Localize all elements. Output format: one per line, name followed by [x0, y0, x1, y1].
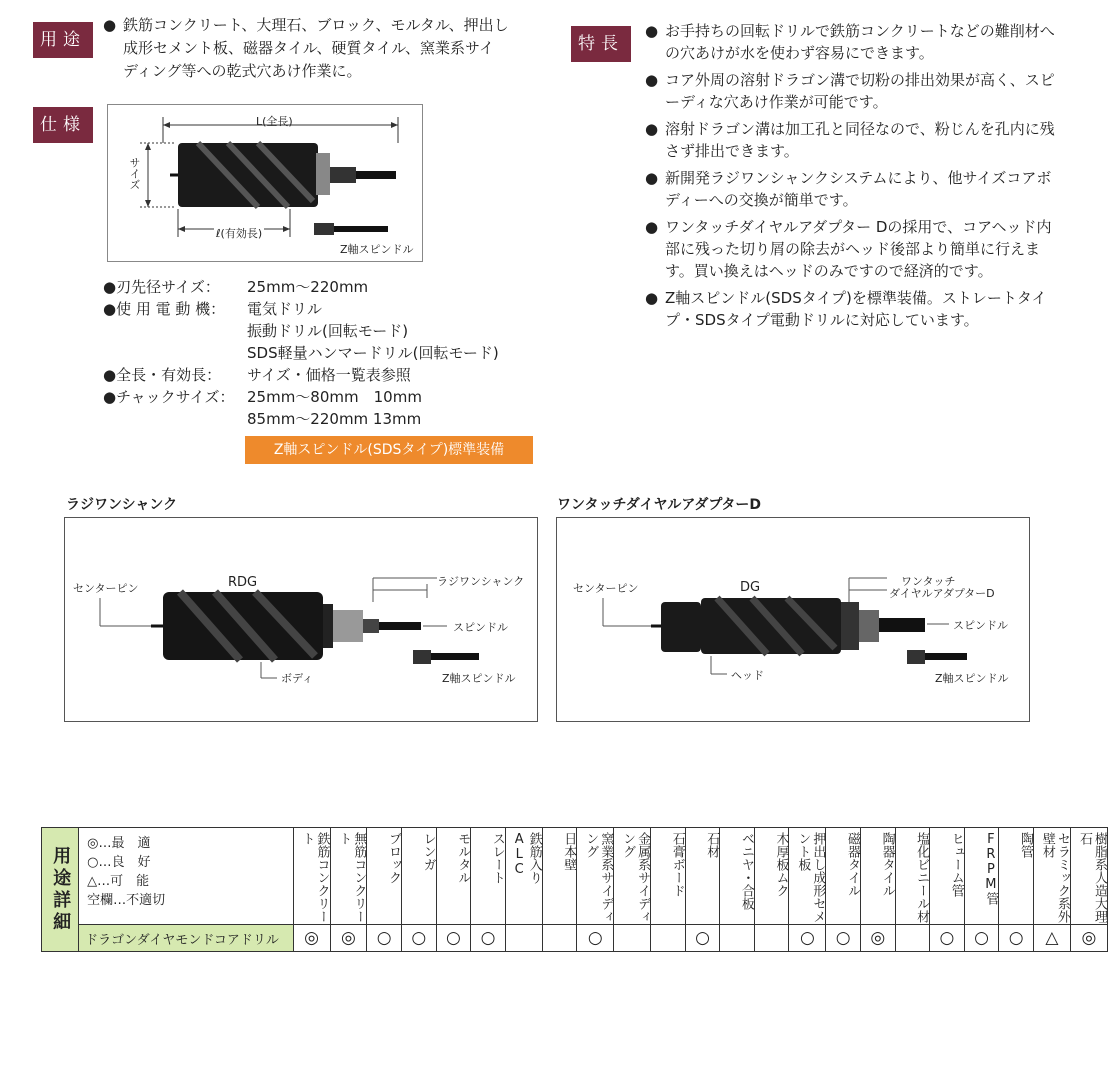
mark-cell: ◎: [293, 925, 330, 952]
model-label: RDG: [228, 575, 258, 590]
spec-value: SDS軽量ハンマードリル(回転モード): [247, 344, 499, 362]
mark-cell: ◎: [860, 925, 895, 952]
column-header: 陶器タイル: [860, 828, 895, 925]
spec-value: 85mm〜220mm 13mm: [247, 410, 422, 428]
mark-cell: [614, 925, 651, 952]
column-header: 押出し成形セメント板: [789, 828, 826, 925]
z-spindle-label: Z軸スピンドル: [442, 672, 516, 685]
spec-key: ●全長・有効長：: [103, 366, 222, 384]
column-header: ブロック: [367, 828, 402, 925]
shank-label: ラジワンシャンク: [437, 575, 525, 588]
column-header: 木厚板ムク: [754, 828, 789, 925]
mark-cell: ○: [999, 925, 1034, 952]
column-header: レンガ: [402, 828, 437, 925]
adapter-label-1: ワンタッチ: [901, 575, 956, 588]
feature-item: ● ワンタッチダイヤルアダプター Dの採用で、コアヘッド内部に残った切り屑の除去がヘッド後部より簡単に行えます。買い換えはヘッドのみですので経済的です。: [645, 218, 1052, 280]
spec-list: [103, 276, 499, 430]
total-length-label: L(全長): [256, 115, 293, 128]
column-header: 無筋コンクリート: [330, 828, 367, 925]
effective-length-label: ℓ(有効長): [216, 227, 263, 240]
product-name: ドラゴンダイヤモンドコアドリル: [79, 925, 293, 952]
feature-item: ● 溶射ドラゴン溝は加工孔と同径なので、粉じんを孔内に残さず排出できます。: [645, 120, 1055, 160]
column-header: モルタル: [436, 828, 471, 925]
column-header: 磁器タイル: [826, 828, 861, 925]
mark-cell: ◎: [330, 925, 367, 952]
column-header: 陶管: [999, 828, 1034, 925]
head-label: ヘッド: [731, 669, 764, 682]
bullet-icon: ●: [645, 22, 659, 40]
bullet-icon: ●: [103, 16, 117, 34]
column-header: 石膏ボード: [651, 828, 686, 925]
spec-value: 25mm〜220mm: [247, 278, 369, 296]
column-header: 鉄筋コンクリート: [293, 828, 330, 925]
mark-cell: [720, 925, 755, 952]
bullet-icon: ●: [645, 120, 659, 138]
size-label: サイズ: [128, 157, 141, 190]
spec-key: ●使 用 電 動 機：: [103, 300, 226, 318]
mark-cell: ○: [964, 925, 999, 952]
mark-cell: ○: [471, 925, 506, 952]
model-label: DG: [740, 580, 761, 595]
mark-cell: [895, 925, 930, 952]
spindle-label: スピンドル: [953, 619, 1008, 632]
mark-cell: [542, 925, 577, 952]
table-row: [42, 925, 1108, 952]
mark-cell: ○: [685, 925, 720, 952]
spec-value: 25mm〜80mm 10mm: [247, 388, 422, 406]
body-label: ボディ: [281, 672, 314, 685]
mark-cell: ◎: [1070, 925, 1107, 952]
column-header: 金属系サイディング: [614, 828, 651, 925]
table-side-header: 用途詳細: [42, 828, 79, 952]
column-header: 塩化ビニール材: [895, 828, 930, 925]
column-header: ヒューム管: [930, 828, 965, 925]
mark-cell: [754, 925, 789, 952]
column-header: 鉄筋入りALC: [505, 828, 542, 925]
z-spindle-label: Z軸スピンドル: [935, 672, 1009, 685]
column-header: FRPM管: [964, 828, 999, 925]
panel-left: [64, 517, 538, 722]
panel-left-caption: ラジワンシャンク: [66, 497, 178, 513]
usage-line: 成形セメント板、磁器タイル、硬質タイル、窯業系サイ: [123, 39, 494, 57]
adapter-label-2: ダイヤルアダプターD: [889, 587, 995, 600]
column-header: 石材: [685, 828, 720, 925]
bullet-icon: ●: [645, 169, 659, 187]
mark-cell: ○: [789, 925, 826, 952]
mark-cell: ○: [402, 925, 437, 952]
column-header: 窯業系サイディング: [577, 828, 614, 925]
features-tag: 特長: [571, 26, 631, 62]
mark-cell: ○: [436, 925, 471, 952]
usage-tag: 用途: [33, 22, 93, 58]
mark-cell: [651, 925, 686, 952]
spec-key: ●チャックサイズ：: [103, 388, 235, 406]
feature-item: ● 新開発ラジワンシャンクシステムにより、他サイズコアボディーへの交換が簡単です。: [645, 169, 1052, 209]
spec-key: ●刃先径サイズ：: [103, 278, 220, 296]
column-header: スレート: [471, 828, 506, 925]
spindle-label: スピンドル: [453, 621, 508, 634]
column-header: 日本壁: [542, 828, 577, 925]
column-header: 樹脂系人造大理石: [1070, 828, 1107, 925]
center-pin-label: センターピン: [73, 582, 139, 595]
usage-line: ディング等への乾式穴あけ作業に。: [123, 62, 362, 80]
bullet-icon: ●: [645, 218, 659, 236]
mark-cell: ○: [930, 925, 965, 952]
feature-item: ● Z軸スピンドル(SDSタイプ)を標準装備。ストレートタイプ・SDSタイプ電動ドリルに対応しています。: [645, 289, 1047, 329]
mark-cell: △: [1033, 925, 1070, 952]
panel-right-caption: ワンタッチダイヤルアダプターD: [557, 497, 761, 513]
column-header: セラミック系外壁材: [1033, 828, 1070, 925]
mark-cell: ○: [367, 925, 402, 952]
feature-item: ● お手持ちの回転ドリルで鉄筋コンクリートなどの難削材への穴あけが水を使わず容易にできます。: [645, 22, 1055, 62]
table-legend: ◎…最 適 ○…良 好 △…可 能 空欄…不適切: [79, 828, 293, 925]
features-list: [645, 20, 1055, 336]
panel-right: [556, 517, 1030, 722]
usage-text: [103, 14, 509, 83]
usage-table: [41, 827, 1108, 952]
column-header: ベニヤ・合板: [720, 828, 755, 925]
center-pin-label: センターピン: [573, 582, 639, 595]
bullet-icon: ●: [645, 71, 659, 89]
mark-cell: ○: [826, 925, 861, 952]
spec-value: 電気ドリル: [247, 300, 323, 318]
z-spindle-label: Z軸スピンドル: [340, 243, 414, 256]
feature-item: ● コア外周の溶射ドラゴン溝で切粉の排出効果が高く、スピーディな穴あけ作業が可能です。: [645, 71, 1055, 111]
bullet-icon: ●: [645, 289, 659, 307]
mark-cell: [505, 925, 542, 952]
sds-badge: Z軸スピンドル(SDSタイプ)標準装備: [245, 436, 533, 464]
usage-line: 鉄筋コンクリート、大理石、ブロック、モルタル、押出し: [123, 16, 509, 34]
spec-tag: 仕様: [33, 107, 93, 143]
spec-value: 振動ドリル(回転モード): [247, 322, 409, 340]
mark-cell: ○: [577, 925, 614, 952]
spec-value: サイズ・価格一覧表参照: [247, 366, 411, 384]
spec-diagram: [107, 104, 423, 262]
